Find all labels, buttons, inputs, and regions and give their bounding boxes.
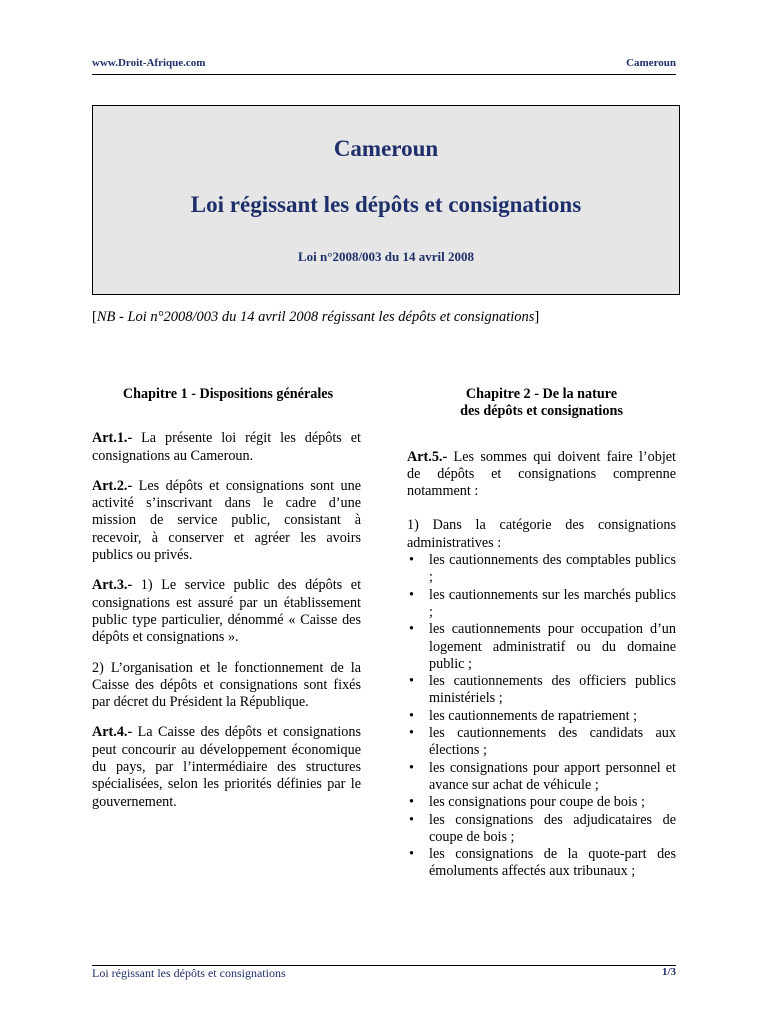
bullet-list xyxy=(407,552,676,881)
article-3-paragraph-2 xyxy=(92,660,361,712)
chapter-1-title: Chapitre 1 - Dispositions générales xyxy=(122,386,334,402)
header-website: www.Droit-Afrique.com xyxy=(92,57,206,69)
page-footer xyxy=(92,966,676,982)
list-item: • les cautionnements des candidats aux élections ; xyxy=(409,725,676,759)
bullet-icon: • xyxy=(409,725,414,742)
header-divider xyxy=(92,74,676,75)
bullet-icon: • xyxy=(409,759,414,776)
article-3 xyxy=(92,577,361,646)
article-label: Art.2.- xyxy=(92,477,133,494)
list-item: • les consignations pour apport personnel et avance sur achat de véhicule ; xyxy=(409,759,676,793)
list-item: • les cautionnements des officiers publics ministériels ; xyxy=(409,673,676,707)
footer-title: Loi régissant les dépôts et consignations xyxy=(92,966,286,980)
category-intro: 1) Dans la catégorie des consignations administratives : xyxy=(407,517,676,551)
nb-note xyxy=(92,309,682,326)
chapter-2-title-line-1: Chapitre 2 - De la nature xyxy=(465,386,618,402)
nb-open-bracket: [ xyxy=(92,309,97,325)
page-number: 1/3 xyxy=(661,966,676,978)
article-label: Art.4.- xyxy=(92,724,133,741)
bullet-icon: • xyxy=(409,794,414,811)
bullet-icon: • xyxy=(409,811,414,828)
list-item: • les consignations pour coupe de bois ; xyxy=(409,794,645,811)
list-item: • les cautionnements pour occupation d’un logement administratif ou du domaine public ; xyxy=(409,621,676,672)
title-box xyxy=(92,105,680,295)
article-label: Art.1.- xyxy=(92,430,133,447)
chapter-2-title-line-2: des dépôts et consignations xyxy=(460,403,623,420)
article-label: Art.3.- xyxy=(92,577,133,594)
article-label: Art.5.- xyxy=(407,448,448,465)
bullet-icon: • xyxy=(409,846,414,863)
bullet-icon: • xyxy=(409,673,414,690)
list-item: • les cautionnements des comptables publics ; xyxy=(409,552,676,586)
list-item: • les cautionnements sur les marchés publics ; xyxy=(409,586,676,620)
header-country: Cameroun xyxy=(626,57,676,69)
article-text: Les sommes qui doivent faire l’objet de dépôts et consignations comprenne notamment : xyxy=(407,448,676,500)
bullet-icon: • xyxy=(409,621,414,638)
nb-text: NB - Loi n°2008/003 du 14 avril 2008 régissant les dépôts et consignations xyxy=(96,309,535,325)
article-4 xyxy=(92,724,361,810)
article-text: La Caisse des dépôts et consignations peut concourir au développement économique du pays, par l’intermédiaire des structures spécialisées, selon les priorités définies par le gouvernement. xyxy=(92,724,361,810)
bullet-icon: • xyxy=(409,586,414,603)
right-column xyxy=(407,386,676,881)
article-text: Les dépôts et consignations sont une activité s’inscrivant dans le cadre d’une mission de service public, consistant à recevoir, à conserver et agréer les avoirs publics ou privés. xyxy=(92,477,361,564)
article-1 xyxy=(92,430,361,465)
title-country: Cameroun xyxy=(333,136,439,161)
list-item: • les consignations de la quote-part des émoluments affectés aux tribunaux ; xyxy=(409,846,676,880)
article-text: 1) Le service public des dépôts et consignations est assuré par un établissement public type particulier, dénommé « Caisse des dépôts et consignations ». xyxy=(92,577,362,646)
article-2 xyxy=(92,478,361,564)
left-column xyxy=(92,386,361,811)
bullet-icon: • xyxy=(409,552,414,569)
article-5 xyxy=(407,449,676,501)
bullet-icon: • xyxy=(409,707,414,724)
list-item: • les cautionnements de rapatriement ; xyxy=(409,707,638,724)
list-item: • les consignations des adjudicataires de coupe de bois ; xyxy=(409,811,676,845)
page-header xyxy=(92,57,676,75)
document-title: Loi régissant les dépôts et consignations xyxy=(190,192,582,217)
law-reference: Loi n°2008/003 du 14 avril 2008 xyxy=(297,249,475,264)
article-text: La présente loi régit les dépôts et consignations au Cameroun. xyxy=(92,430,361,464)
nb-close-bracket: ] xyxy=(534,309,540,325)
article-text: 2) L’organisation et le fonctionnement de la Caisse des dépôts et consignations sont fixés par décret du Président la République. xyxy=(92,659,361,711)
